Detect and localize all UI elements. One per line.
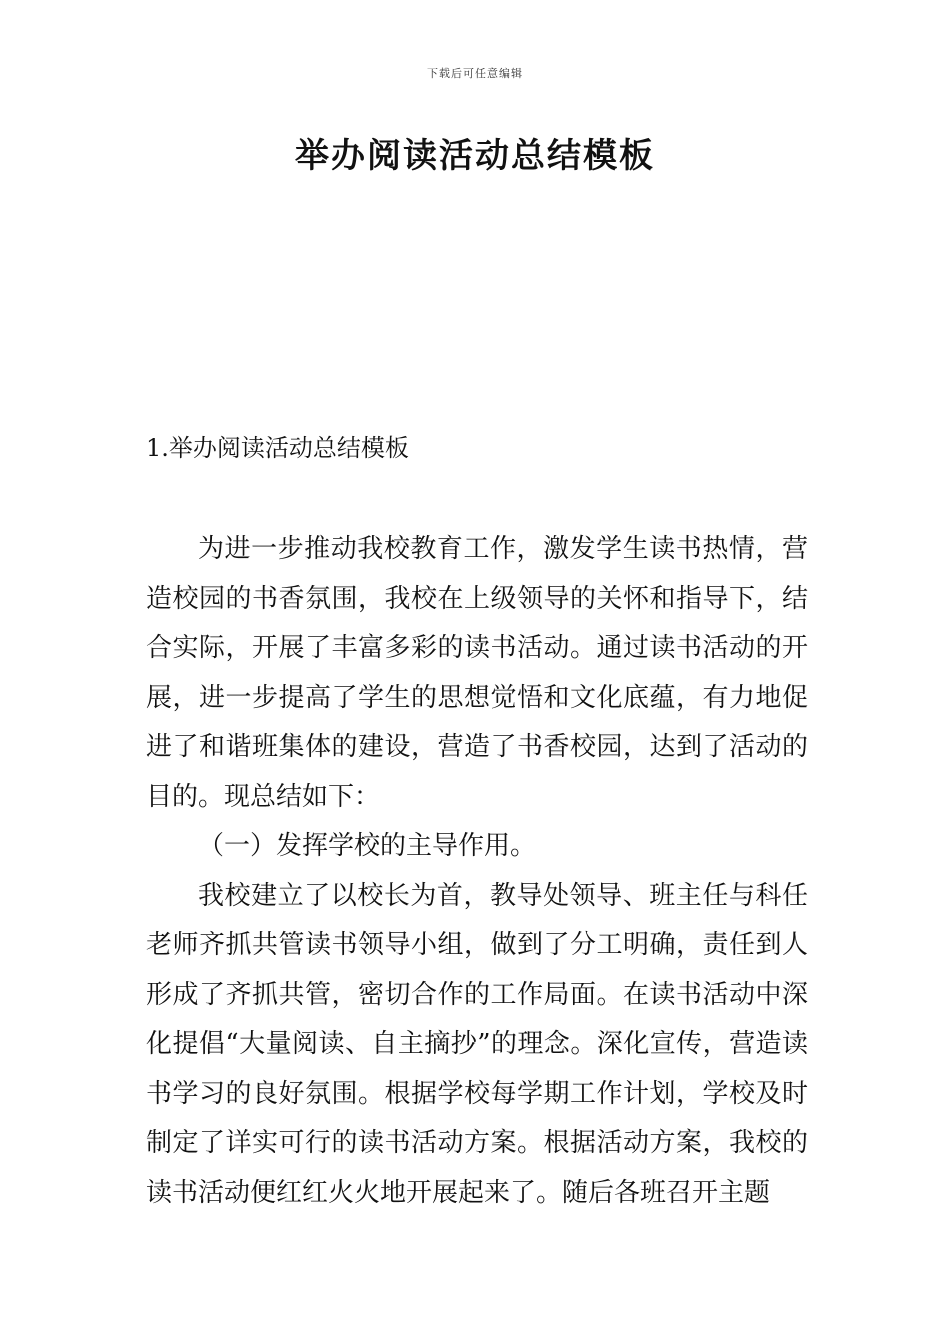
paragraph-subheading: （一）发挥学校的主导作用。 (198, 831, 537, 861)
section-heading: 1.举办阅读活动总结模板 (146, 434, 409, 462)
paragraph-leadership: 我校建立了以校长为首，教导处领导、班主任与科任老师齐抓共管读书领导小组，做到了分工明确，责任到人形成了齐抓共管，密切合作的工作局面。在读书活动中深化提倡“大量阅读、自主摘抄”的理念。深化宣传，营造读书学习的良好氛围。根据学校每学期工作计划，学校及时制定了详实可行的读书活动方案。根据活动方案，我校的读书活动便红红火火地开展起来了。随后各班召开主题 (146, 880, 808, 1208)
document-body (146, 525, 808, 1218)
page-header-note: 下载后可任意编辑 (427, 67, 523, 80)
document-title: 举办阅读活动总结模板 (295, 136, 655, 176)
paragraph-intro: 为进一步推动我校教育工作，激发学生读书热情，营造校园的书香氛围，我校在上级领导的关怀和指导下，结合实际，开展了丰富多彩的读书活动。通过读书活动的开展，进一步提高了学生的思想觉悟和文化底蕴，有力地促进了和谐班集体的建设，营造了书香校园，达到了活动的目的。现总结如下： (146, 534, 808, 812)
